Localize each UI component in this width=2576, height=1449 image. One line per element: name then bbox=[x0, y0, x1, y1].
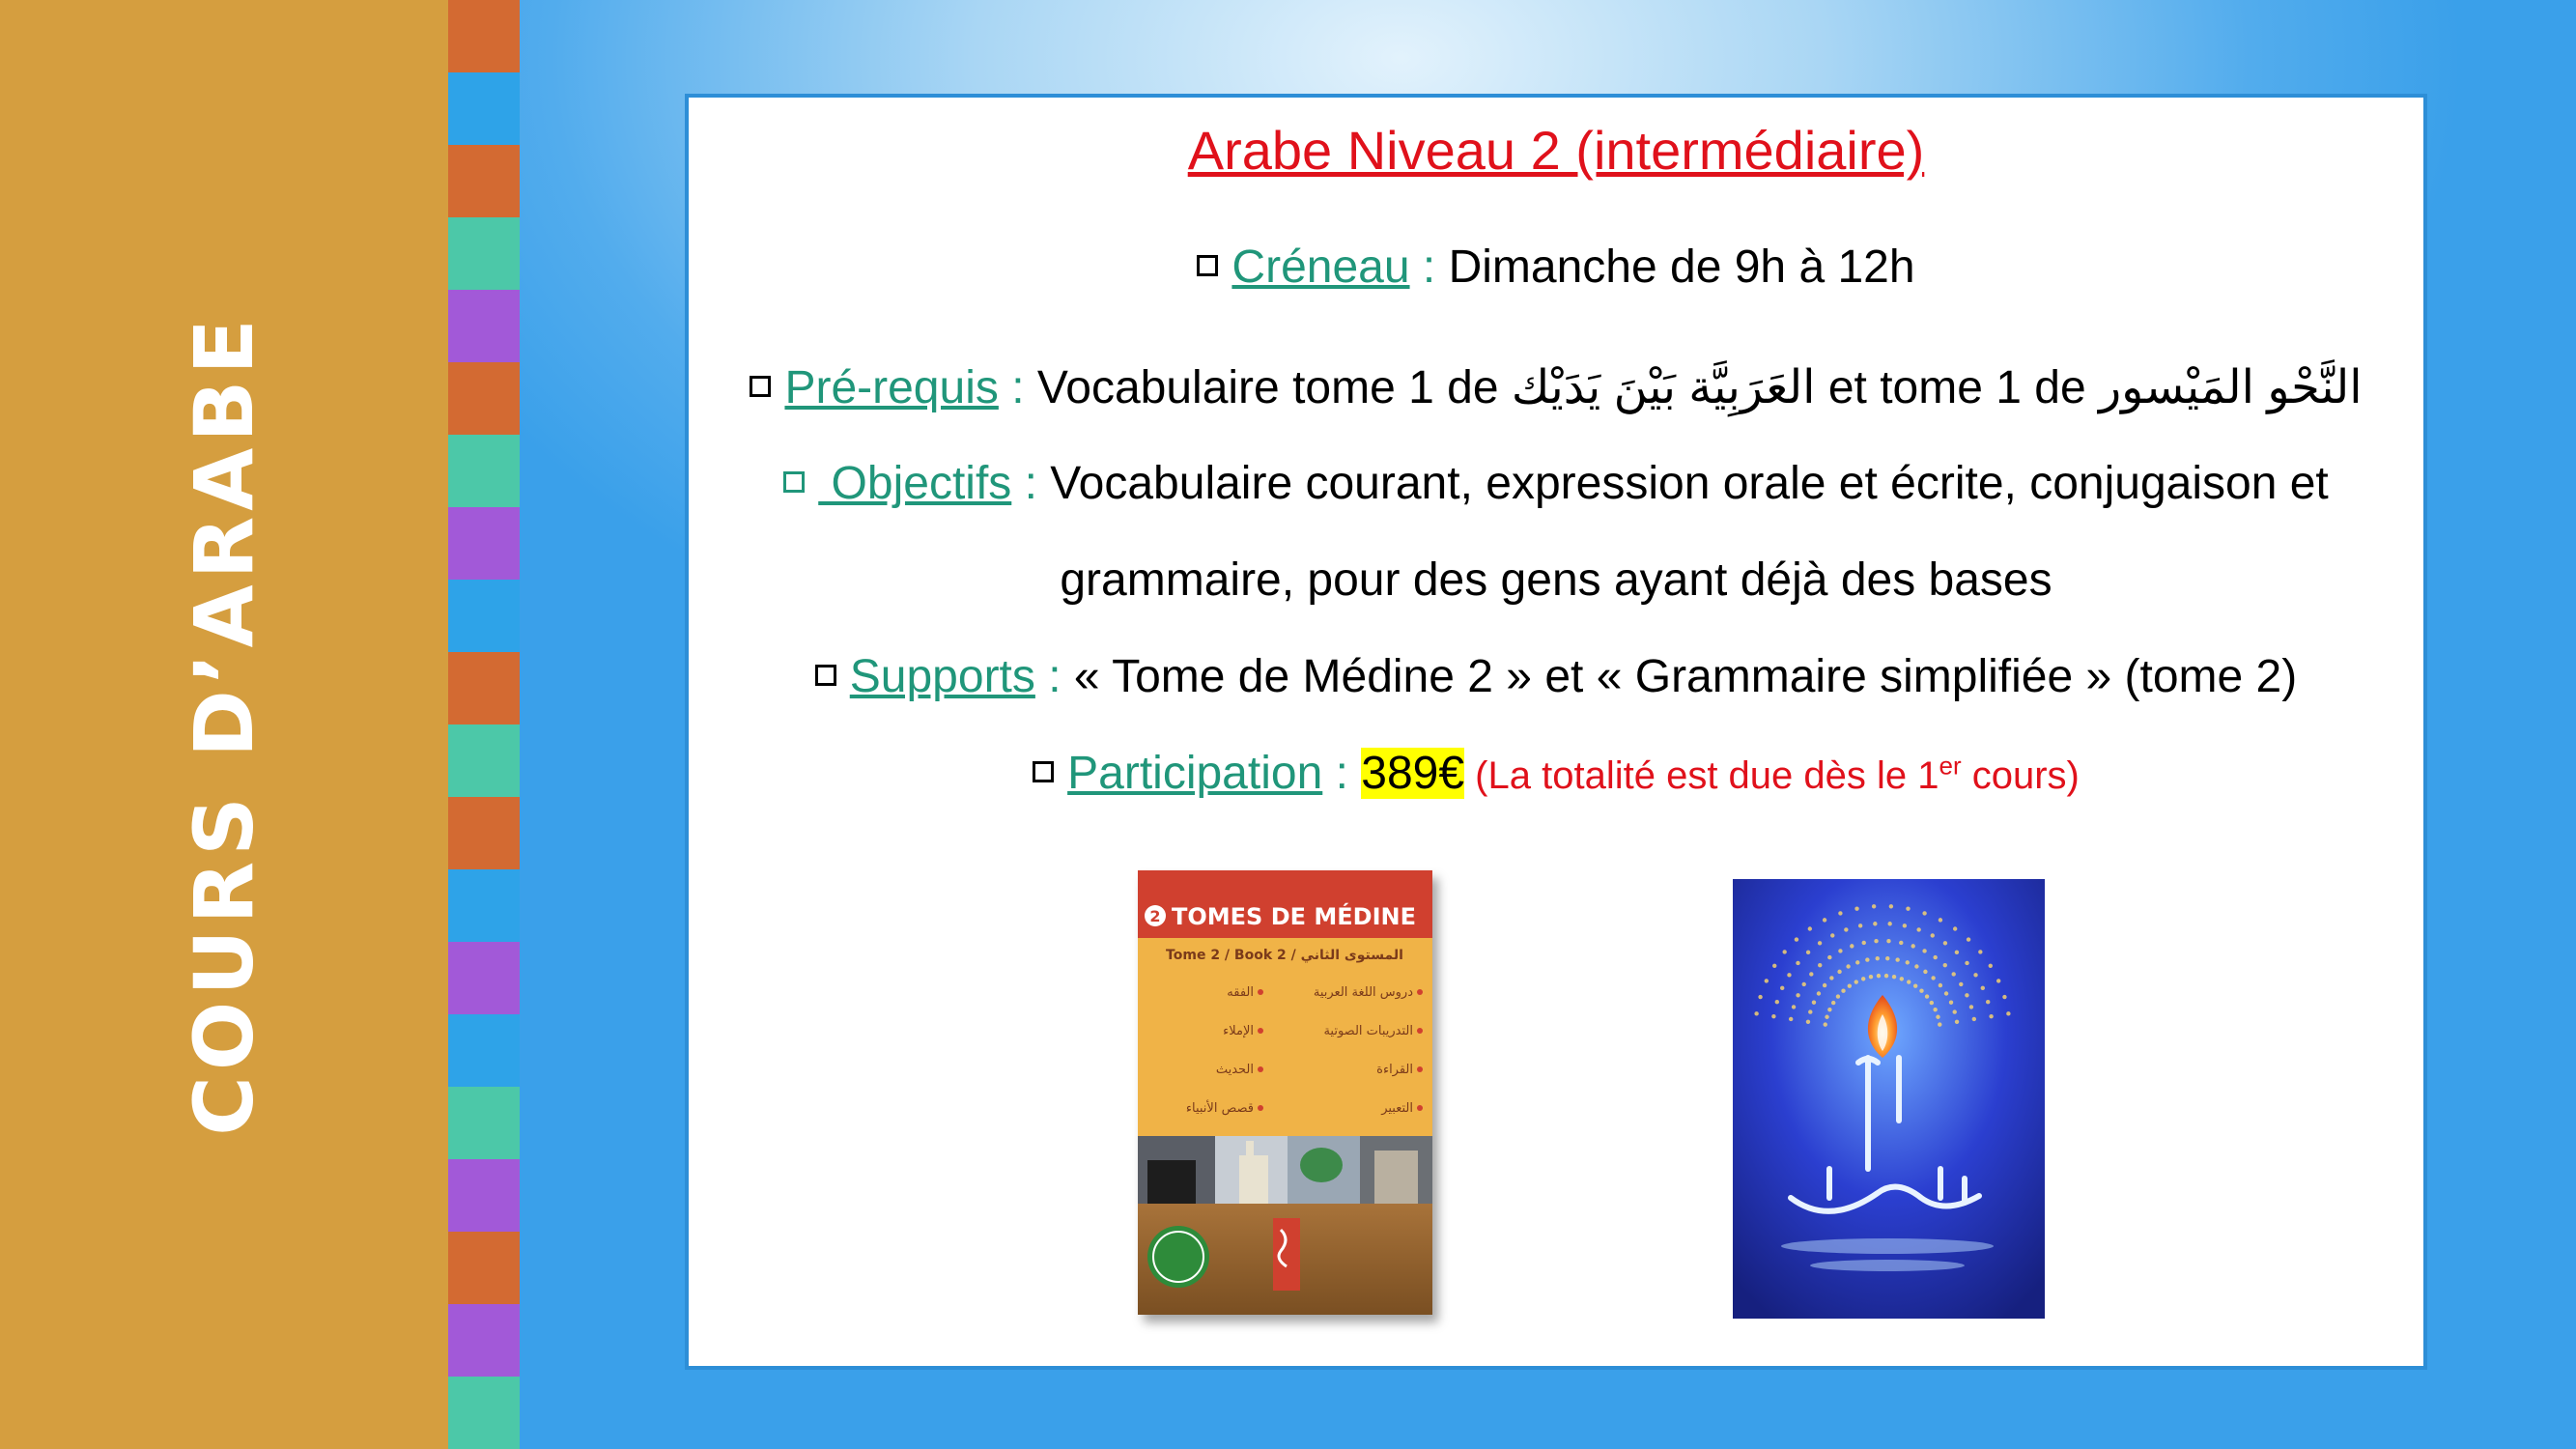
checkbox-icon bbox=[1033, 761, 1054, 782]
prerequis-text-2: et tome 1 de bbox=[1815, 362, 2099, 413]
sidebar bbox=[0, 0, 448, 1449]
book-item: الحديث bbox=[1215, 1063, 1254, 1077]
publisher-logo-icon bbox=[1273, 1218, 1300, 1291]
book-number: 2 bbox=[1149, 907, 1161, 925]
course-card bbox=[685, 94, 2427, 1370]
color-stripe bbox=[448, 290, 520, 362]
price-highlight: 389€ bbox=[1361, 748, 1465, 799]
payment-note: (La totalité est due dès le 1er cours) bbox=[1464, 751, 2080, 797]
color-stripe bbox=[448, 507, 520, 580]
color-stripe bbox=[448, 1159, 520, 1232]
prerequis-arabic-2: النَّحْو المَيْسور bbox=[2099, 362, 2363, 413]
book-title: TOMES DE MÉDINE bbox=[1172, 903, 1416, 930]
participation-label: Participation bbox=[1067, 748, 1323, 799]
color-stripe bbox=[448, 724, 520, 797]
prerequis-line: Pré-requis : Vocabulaire tome 1 de العَرَبِيَّة بَيْنَ يَدَيْك et tome 1 de النَّحْو المَيْسور bbox=[689, 360, 2423, 414]
mosque-photos bbox=[1138, 1136, 1432, 1204]
book-item: التدريبات الصوتية bbox=[1323, 1024, 1413, 1038]
checkbox-icon bbox=[815, 665, 836, 686]
color-stripe bbox=[448, 942, 520, 1014]
course-title: Arabe Niveau 2 (intermédiaire) bbox=[1187, 120, 1925, 181]
color-stripe bbox=[448, 1377, 520, 1449]
color-stripe bbox=[448, 217, 520, 290]
color-stripe bbox=[448, 797, 520, 869]
checkbox-icon bbox=[750, 376, 771, 397]
prerequis-arabic-1: العَرَبِيَّة بَيْنَ يَدَيْك bbox=[1511, 362, 1816, 413]
grammaire-simplifiee-book-cover bbox=[1733, 879, 2045, 1319]
color-stripe bbox=[448, 580, 520, 652]
participation-line: Participation : 389€ (La totalité est due dès le 1er cours) bbox=[689, 747, 2423, 800]
book-subtitle: Tome 2 / Book 2 / المستوى الثاني bbox=[1166, 948, 1403, 963]
objectifs-line: Objectifs : Vocabulaire courant, expression orale et écrite, conjugaison et bbox=[689, 457, 2423, 510]
book-item: الإملاء bbox=[1223, 1024, 1254, 1038]
supports-line: Supports : « Tome de Médine 2 » et « Grammaire simplifiée » (tome 2) bbox=[689, 650, 2423, 703]
objectifs-text: Vocabulaire courant, expression orale et écrite, conjugaison et bbox=[1050, 458, 2329, 509]
color-stripes bbox=[448, 0, 520, 1449]
color-stripe bbox=[448, 1304, 520, 1377]
supports-text: « Tome de Médine 2 » et « Grammaire simplifiée » (tome 2) bbox=[1073, 651, 2298, 702]
prerequis-label: Pré-requis bbox=[784, 362, 999, 413]
creneau-label: Créneau bbox=[1231, 242, 1410, 293]
book-badge-icon bbox=[1147, 1226, 1209, 1288]
objectifs-label: Objectifs bbox=[818, 458, 1012, 509]
book-item: الفقه bbox=[1227, 985, 1254, 1000]
color-stripe bbox=[448, 72, 520, 145]
color-stripe bbox=[448, 869, 520, 942]
book-item: القراءة bbox=[1376, 1063, 1413, 1077]
color-stripe bbox=[448, 362, 520, 435]
color-stripe bbox=[448, 0, 520, 72]
tomes-de-medine-book-cover bbox=[1138, 870, 1432, 1315]
supports-label: Supports bbox=[849, 651, 1035, 702]
sidebar-title: COURS D’ARABE bbox=[177, 313, 271, 1136]
checkbox-icon bbox=[783, 471, 805, 493]
objectifs-line-2: grammaire, pour des gens ayant déjà des bases bbox=[1060, 554, 2052, 606]
creneau-text: Dimanche de 9h à 12h bbox=[1448, 242, 1915, 293]
book-item: التعبير bbox=[1381, 1101, 1413, 1116]
color-stripe bbox=[448, 1087, 520, 1159]
color-stripe bbox=[448, 652, 520, 724]
book-item: دروس اللغة العربية bbox=[1313, 985, 1413, 1000]
color-stripe bbox=[448, 435, 520, 507]
color-stripe bbox=[448, 1232, 520, 1304]
prerequis-text-1: Vocabulaire tome 1 de bbox=[1036, 362, 1512, 413]
checkbox-icon bbox=[1197, 255, 1218, 276]
creneau-line: Créneau : Dimanche de 9h à 12h bbox=[689, 241, 2423, 294]
color-stripe bbox=[448, 145, 520, 217]
color-stripe bbox=[448, 1014, 520, 1087]
book-item: قصص الأنبياء bbox=[1185, 1101, 1254, 1116]
